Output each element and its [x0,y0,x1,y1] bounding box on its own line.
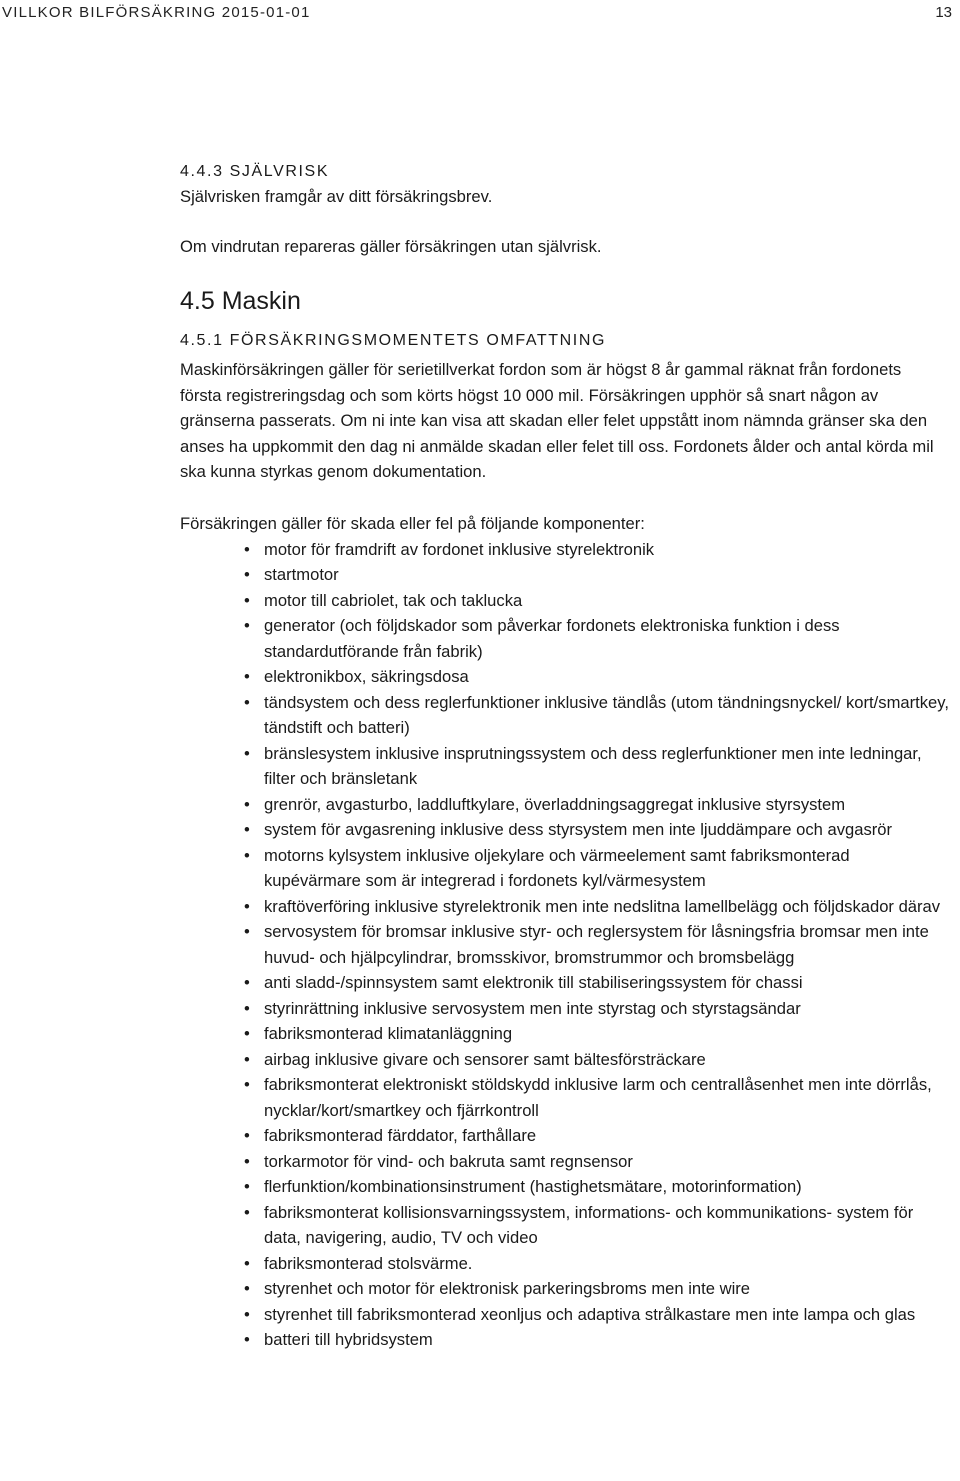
page-number: 13 [935,4,952,21]
list-item [244,1149,950,1175]
bullet-icon: • [244,1024,250,1044]
list-item [244,817,950,843]
list-item-text: styrenhet och motor för elektronisk parkeringsbroms men inte wire [264,1279,751,1299]
bullet-icon: • [244,667,250,687]
list-item [244,664,950,690]
components-intro: Försäkringen gäller för skada eller fel på följande komponenter: [180,513,645,533]
list-item [244,1276,950,1302]
list-item-text: fabriksmonterad stolsvärme. [264,1253,473,1273]
list-item [244,996,950,1022]
list-item [244,690,950,741]
list-item [244,1302,950,1328]
bullet-icon: • [244,1049,250,1069]
list-item-text: servosystem för bromsar inklusive styr- och reglersystem för låsningsfria bromsar men inte huvud- och hjälpcylindrar, bromsskivor, bromstrummor och bromsbelägg [264,922,929,967]
bullet-icon: • [244,1075,250,1095]
list-item [244,970,950,996]
page-header [0,4,960,24]
list-item [244,1174,950,1200]
list-item-text: system för avgasrening inklusive dess styrsystem men inte ljuddämpare och avgasrör [264,820,893,840]
list-item [244,1327,950,1353]
bullet-icon: • [244,820,250,840]
list-item [244,588,950,614]
coverage-paragraph: Maskinförsäkringen gäller för serietillverkat fordon som är högst 8 år gammal räknat från fordonets första registreringsdag och som körts högst 10 000 mil. Försäkringen upphör så snart någon av gränserna passerats. Om ni inte kan visa att skadan eller felet uppstått inom nämnda gränser ska den anses ha uppkommit den dag ni anmälde skadan eller felet till oss. Fordonets ålder och antal körda mil ska kunna styrkas genom dokumentation. [180,360,934,482]
bullet-icon: • [244,1151,250,1171]
list-item-text: kraftöverföring inklusive styrelektronik men inte nedslitna lamellbelägg och följdskador därav [264,896,941,916]
list-item-text: torkarmotor för vind- och bakruta samt regnsensor [264,1151,633,1171]
bullet-icon: • [244,590,250,610]
section-heading-4-4-3: 4.4.3 SJÄLVRISK [180,163,330,180]
bullet-icon: • [244,743,250,763]
bullet-icon: • [244,692,250,712]
list-item-text: flerfunktion/kombinationsinstrument (hastighetsmätare, motorinformation) [264,1177,802,1197]
bullet-icon: • [244,539,250,559]
bullet-icon: • [244,973,250,993]
list-item [244,1047,950,1073]
bullet-icon: • [244,1253,250,1273]
bullet-icon: • [244,1177,250,1197]
list-item [244,894,950,920]
windshield-paragraph: Om vindrutan repareras gäller försäkringen utan självrisk. [180,236,602,256]
list-item [244,1123,950,1149]
list-item [244,741,950,792]
bullet-icon: • [244,1126,250,1146]
bullet-icon: • [244,565,250,585]
list-item-text: styrinrättning inklusive servosystem men inte styrstag och styrstagsändar [264,998,801,1018]
list-item-text: startmotor [264,565,339,585]
bullet-icon: • [244,845,250,865]
bullet-icon: • [244,1202,250,1222]
list-item-text: fabriksmonterad färddator, farthållare [264,1126,537,1146]
list-item [244,1251,950,1277]
list-item [244,613,950,664]
list-item [244,1021,950,1047]
bullet-icon: • [244,616,250,636]
bullet-icon: • [244,1330,250,1350]
list-item-text: airbag inklusive givare och sensorer samt bältesförsträckare [264,1049,706,1069]
list-item [244,1200,950,1251]
list-item [244,562,950,588]
document-title: VILLKOR BILFÖRSÄKRING 2015-01-01 [2,4,311,21]
bullet-icon: • [244,896,250,916]
section-title-4-5: 4.5 Maskin [180,287,301,315]
list-item-text: anti sladd-/spinnsystem samt elektronik till stabiliseringssystem för chassi [264,973,803,993]
list-item-text: fabriksmonterat elektroniskt stöldskydd inklusive larm och centrallåsenhet men inte dörrlås, nycklar/kort/smartkey och fjärrkontroll [264,1075,932,1120]
list-item-text: tändsystem och dess reglerfunktioner inklusive tändlås (utom tändningsnyckel/ kort/smartkey, tändstift och batteri) [264,692,949,738]
list-item [244,1072,950,1123]
deductible-paragraph: Självrisken framgår av ditt försäkringsbrev. [180,187,493,206]
list-item-text: fabriksmonterad klimatanläggning [264,1024,513,1044]
list-item-text: styrenhet till fabriksmonterad xeonljus och adaptiva strålkastare men inte lampa och glas [264,1304,916,1324]
list-item [244,537,950,563]
list-item-text: fabriksmonterat kollisionsvarningssystem, informations- och kommunikations- system för data, navigering, audio, TV och video [264,1202,914,1248]
bullet-icon: • [244,1279,250,1299]
page-content [180,160,950,1353]
list-item-text: motorns kylsystem inklusive oljekylare och värmeelement samt fabriksmonterad kupévärmare som är integrerad i fordonets kyl/värmesystem [264,845,850,891]
bullet-icon: • [244,998,250,1018]
list-item [244,843,950,894]
list-item-text: motor till cabriolet, tak och taklucka [264,590,523,610]
list-item-text: motor för framdrift av fordonet inklusive styrelektronik [264,539,655,559]
list-item [244,919,950,970]
list-item-text: bränslesystem inklusive insprutningssystem och dess reglerfunktioner men inte ledningar, filter och bränsletank [264,743,922,789]
bullet-icon: • [244,922,250,942]
section-heading-4-5-1: 4.5.1 FÖRSÄKRINGSMOMENTETS OMFATTNING [180,332,607,349]
list-item-text: generator (och följdskador som påverkar fordonets elektroniska funktion i dess standardutförande från fabrik) [264,616,840,661]
list-item-text: grenrör, avgasturbo, laddluftkylare, överladdningsaggregat inklusive styrsystem [264,794,846,814]
component-list [180,537,950,1353]
bullet-icon: • [244,1304,250,1324]
bullet-icon: • [244,794,250,814]
list-item [244,792,950,818]
list-item-text: elektronikbox, säkringsdosa [264,667,469,687]
list-item-text: batteri till hybridsystem [264,1330,433,1350]
